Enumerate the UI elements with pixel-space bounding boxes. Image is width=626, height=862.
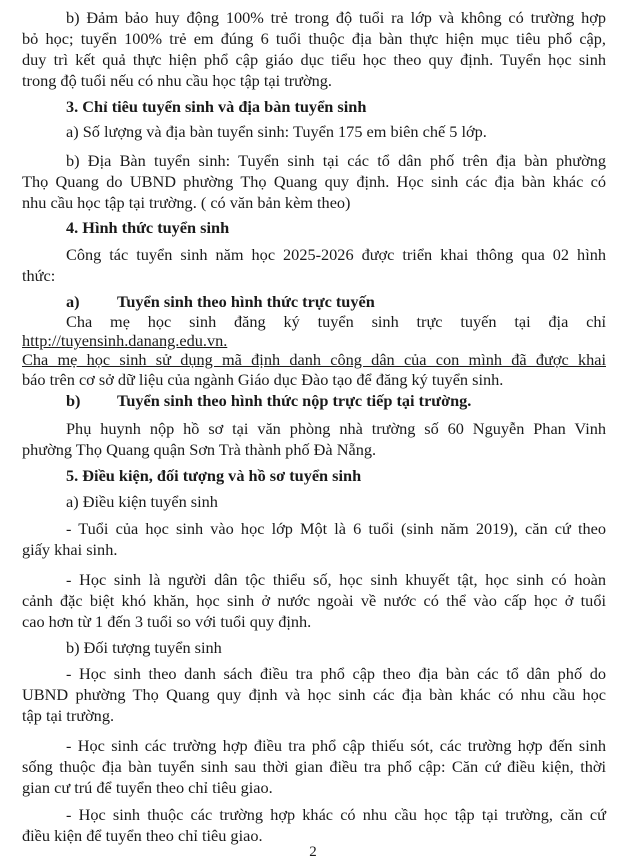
text-line: b) Đảm bảo huy động 100% trẻ trong độ tuổi ra lớp và không có trường hợp bbox=[66, 8, 606, 27]
text-line: duy trì kết quả thực hiện phổ cập giáo dục tiểu học theo quy định. Tuyển học sinh bbox=[22, 50, 606, 69]
text-line: báo trên cơ sở dữ liệu của ngành Giáo dục Đào tạo để đăng ký tuyển sinh. bbox=[22, 370, 504, 389]
text-line: sống thuộc địa bàn tuyển sinh sau thời gian điều tra phổ cập: Căn cứ điều kiện, thời bbox=[22, 757, 606, 776]
text-line: điều kiện để tuyển theo chỉ tiêu giao. bbox=[22, 826, 263, 845]
text-line: Phụ huynh nộp hồ sơ tại văn phòng nhà trường số 60 Nguyễn Phan Vinh bbox=[66, 419, 606, 438]
page-number: 2 bbox=[309, 844, 317, 860]
subsection-heading: Tuyển sinh theo hình thức trực tuyến bbox=[117, 292, 375, 311]
subsection-label: b) bbox=[66, 391, 81, 410]
text-line: Cha mẹ học sinh đăng ký tuyển sinh trực tuyến tại địa chỉ bbox=[66, 312, 606, 331]
text-line: a) Điều kiện tuyển sinh bbox=[66, 492, 218, 511]
text-line: thức: bbox=[22, 266, 56, 285]
website-link[interactable]: http://tuyensinh.danang.edu.vn. bbox=[22, 331, 228, 350]
section-heading: 3. Chỉ tiêu tuyển sinh và địa bàn tuyển sinh bbox=[66, 97, 367, 116]
text-line: Thọ Quang do UBND phường Thọ Quang quy định. Học sinh các địa bàn khác có bbox=[22, 172, 606, 191]
text-line: Công tác tuyển sinh năm học 2025-2026 được triển khai thông qua 02 hình bbox=[66, 245, 606, 264]
section-heading: 5. Điều kiện, đối tượng và hồ sơ tuyển sinh bbox=[66, 466, 362, 485]
section-heading: 4. Hình thức tuyển sinh bbox=[66, 218, 230, 237]
subsection-label: a) bbox=[66, 292, 80, 311]
text-line: b) Địa Bàn tuyển sinh: Tuyển sinh tại các tổ dân phố trên địa bàn phường bbox=[66, 151, 606, 170]
text-line: b) Đối tượng tuyển sinh bbox=[66, 638, 222, 657]
text-line: - Học sinh thuộc các trường hợp khác có nhu cầu học tập tại trường, căn cứ bbox=[66, 805, 606, 824]
text-line: tập tại trường. bbox=[22, 706, 115, 725]
text-line: - Tuổi của học sinh vào học lớp Một là 6 tuổi (sinh năm 2019), căn cứ theo bbox=[66, 519, 606, 538]
subsection-heading: Tuyển sinh theo hình thức nộp trực tiếp tại trường. bbox=[117, 391, 472, 410]
text-line: UBND phường Thọ Quang quy định và học sinh các địa bàn khác có nhu cầu học bbox=[22, 685, 606, 704]
text-line: cảnh đặc biệt khó khăn, học sinh ở nước ngoài về nước có thể vào cấp học ở tuổi bbox=[22, 591, 606, 610]
text-line: nhu cầu học tập tại trường. ( có văn bản kèm theo) bbox=[22, 193, 351, 212]
text-line: - Học sinh theo danh sách điều tra phổ cập theo địa bàn các tổ dân phố do bbox=[66, 664, 606, 683]
text-line: a) Số lượng và địa bàn tuyển sinh: Tuyển 175 em biên chế 5 lớp. bbox=[66, 122, 487, 141]
text-line: - Học sinh các trường hợp điều tra phổ cập thiếu sót, các trường hợp đến sinh bbox=[66, 736, 606, 755]
text-line: bỏ học; tuyển 100% trẻ em đúng 6 tuổi thuộc địa bàn thực hiện mục tiêu phổ cập, bbox=[22, 29, 606, 48]
text-line: - Học sinh là người dân tộc thiểu số, học sinh khuyết tật, học sinh có hoàn bbox=[66, 570, 606, 589]
text-line: giấy khai sinh. bbox=[22, 540, 118, 559]
text-line: phường Thọ Quang quận Sơn Trà thành phố Đà Nẵng. bbox=[22, 440, 377, 459]
text-line: Cha mẹ học sinh sử dụng mã định danh công dân của con mình đã được khai bbox=[22, 350, 606, 369]
text-line: gian cư trú để tuyển theo chỉ tiêu giao. bbox=[22, 778, 273, 797]
text-line: trong độ tuổi nếu có nhu cầu học tập tại trường. bbox=[22, 71, 332, 90]
text-line: cao hơn từ 1 đến 3 tuổi so với tuổi quy định. bbox=[22, 612, 312, 631]
